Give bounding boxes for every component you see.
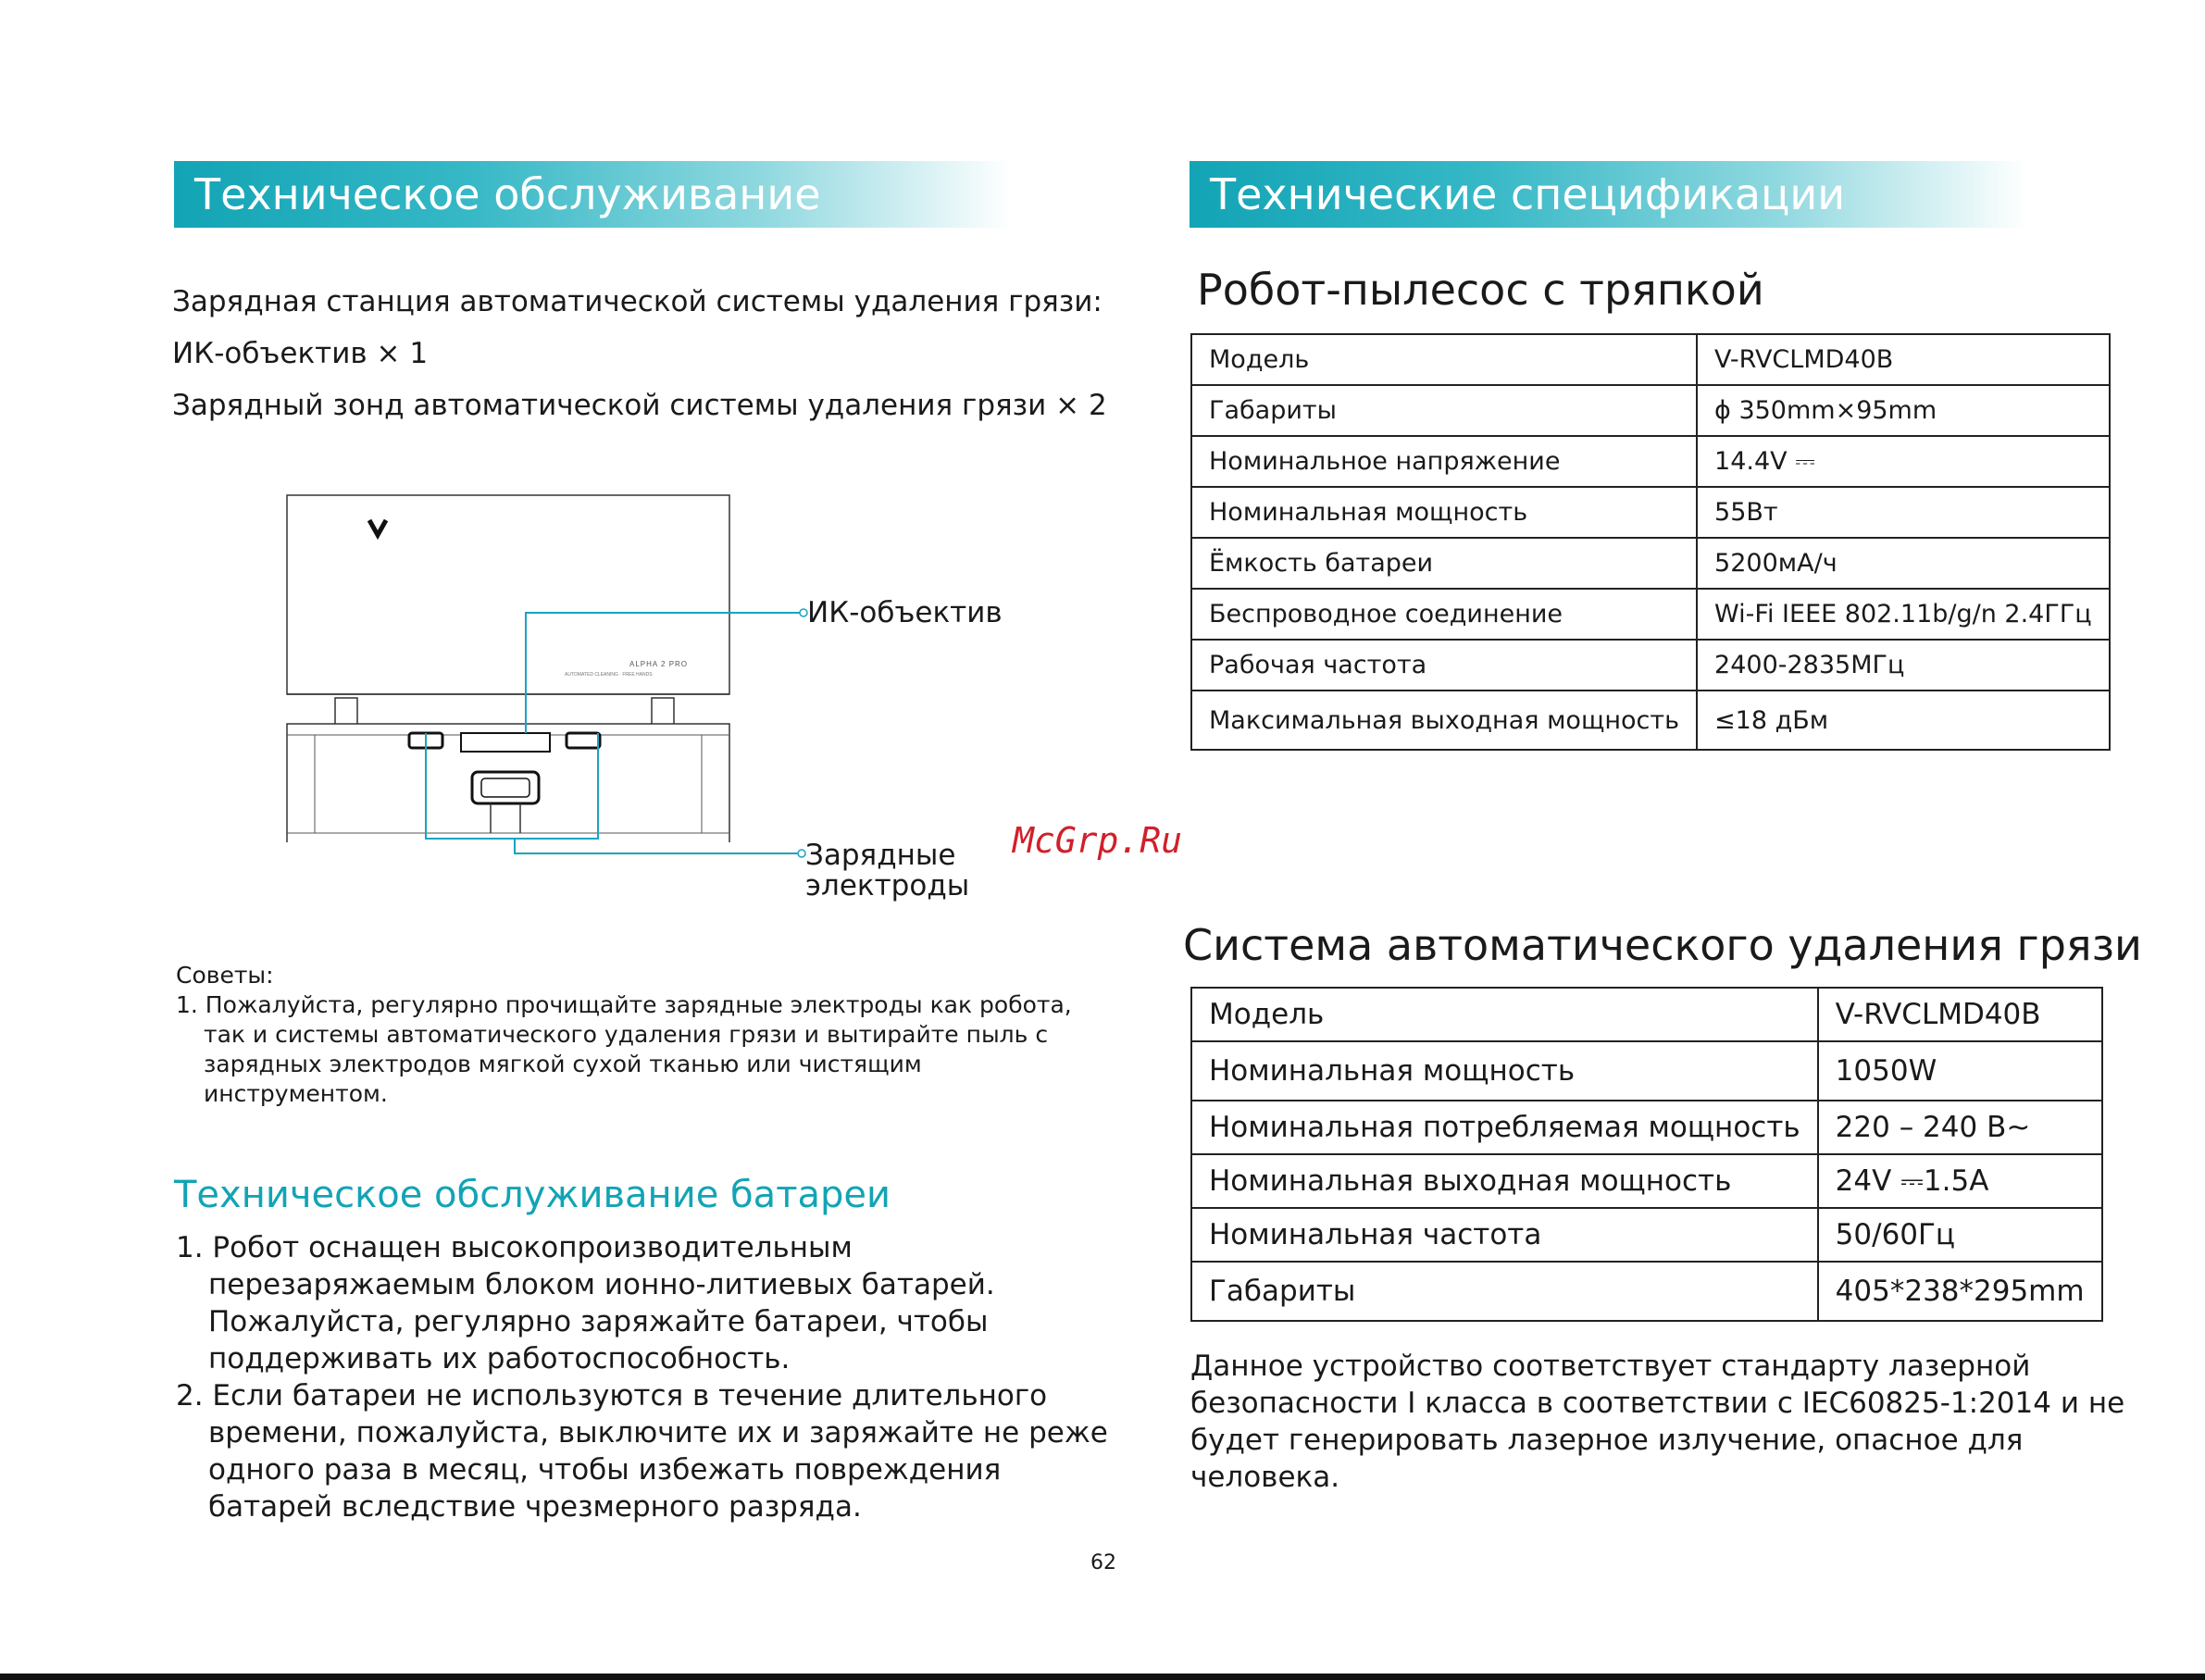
station-heading: Система автоматического удаления грязи — [1183, 920, 2142, 970]
spec-label: Модель — [1191, 988, 1818, 1041]
spec-value: ϕ 350mm×95mm — [1697, 385, 2110, 436]
battery-line: поддерживать их работоспособность. — [208, 1342, 791, 1375]
spec-label: Номинальная мощность — [1191, 1041, 1818, 1101]
spec-value: 1050W — [1818, 1041, 2102, 1101]
battery-line: Пожалуйста, регулярно заряжайте батареи, чтобы — [208, 1305, 989, 1338]
table-row — [1191, 1154, 2102, 1208]
spec-value: 55Вт — [1697, 487, 2110, 538]
table-row — [1191, 1208, 2102, 1262]
spec-label: Номинальная потребляемая мощность — [1191, 1101, 1818, 1154]
table-row — [1191, 1101, 2102, 1154]
spec-label: Рабочая частота — [1191, 640, 1697, 691]
tips-line: зарядных электродов мягкой сухой тканью или чистящим — [204, 1051, 922, 1077]
spec-value: V-RVCLMD40B — [1697, 334, 2110, 385]
bottom-edge — [0, 1674, 2205, 1680]
spec-value: Wi-Fi IEEE 802.11b/g/n 2.4ГГц — [1697, 589, 2110, 640]
battery-line: 1. Робот оснащен высокопроизводительным — [176, 1231, 853, 1264]
laser-note-line: человека. — [1190, 1461, 1340, 1494]
spec-label: Номинальная выходная мощность — [1191, 1154, 1818, 1208]
label-electrodes: электроды — [805, 869, 970, 902]
table-row — [1191, 1262, 2102, 1321]
spec-label: Модель — [1191, 334, 1697, 385]
table-row — [1191, 385, 2110, 436]
table-row — [1191, 1041, 2102, 1101]
tips-line: инструментом. — [204, 1080, 388, 1107]
station-spec-table — [1190, 987, 2103, 1322]
battery-line: времени, пожалуйста, выключите их и заряжайте не реже — [208, 1416, 1108, 1450]
label-ir-lens: ИК-объектив — [807, 596, 1003, 629]
section-banner-maintenance: Техническое обслуживание — [174, 161, 1012, 228]
table-row — [1191, 538, 2110, 589]
intro-line: ИК-объектив × 1 — [172, 337, 429, 370]
spec-value: 5200мА/ч — [1697, 538, 2110, 589]
station-product-name: ALPHA 2 PRO — [629, 660, 689, 668]
tips-line: так и системы автоматического удаления грязи и вытирайте пыль с — [204, 1021, 1049, 1048]
spec-value: 24V ⎓1.5A — [1818, 1154, 2102, 1208]
spec-label: Габариты — [1191, 1262, 1818, 1321]
spec-value: 2400-2835МГц — [1697, 640, 2110, 691]
tips-title: Советы: — [176, 962, 274, 989]
spec-value: 220 – 240 В~ — [1818, 1101, 2102, 1154]
battery-heading: Техническое обслуживание батареи — [174, 1174, 891, 1216]
spec-value: ≤18 дБм — [1697, 691, 2110, 750]
laser-note-line: будет генерировать лазерное излучение, опасное для — [1190, 1424, 2024, 1457]
spec-label: Максимальная выходная мощность — [1191, 691, 1697, 750]
intro-line: Зарядный зонд автоматической системы удаления грязи × 2 — [172, 389, 1107, 422]
watermark: McGrp.Ru — [1013, 820, 1183, 861]
spec-value: V-RVCLMD40B — [1818, 988, 2102, 1041]
station-product-tagline: AUTOMATED CLEANING · FREE HANDS — [565, 672, 653, 678]
table-row — [1191, 691, 2110, 750]
spec-label: Номинальная мощность — [1191, 487, 1697, 538]
robot-spec-table — [1190, 333, 2111, 751]
laser-note-line: безопасности I класса в соответствии с IEC60825-1:2014 и не — [1190, 1387, 2125, 1420]
table-row — [1191, 436, 2110, 487]
table-row — [1191, 640, 2110, 691]
spec-label: Беспроводное соединение — [1191, 589, 1697, 640]
table-row — [1191, 334, 2110, 385]
table-row — [1191, 988, 2102, 1041]
label-electrodes: Зарядные — [805, 839, 956, 872]
callout-lines — [407, 592, 815, 870]
robot-heading: Робот-пылесос с тряпкой — [1197, 265, 1764, 315]
tips-line: 1. Пожалуйста, регулярно прочищайте зарядные электроды как робота, — [176, 991, 1072, 1018]
spec-label: Номинальная частота — [1191, 1208, 1818, 1262]
battery-line: 2. Если батареи не используются в течение длительного — [176, 1379, 1048, 1412]
battery-line: одного раза в месяц, чтобы избежать повреждения — [208, 1453, 1002, 1487]
spec-value: 14.4V ⎓ — [1697, 436, 2110, 487]
spec-value: 50/60Гц — [1818, 1208, 2102, 1262]
battery-line: перезаряжаемым блоком ионно-литиевых батарей. — [208, 1268, 995, 1301]
battery-line: батарей вследствие чрезмерного разряда. — [208, 1490, 862, 1524]
section-banner-specs: Технические спецификации — [1190, 161, 2027, 228]
spec-value: 405*238*295mm — [1818, 1262, 2102, 1321]
table-row — [1191, 589, 2110, 640]
intro-line: Зарядная станция автоматической системы удаления грязи: — [172, 285, 1102, 318]
page-number: 62 — [1090, 1551, 1116, 1574]
spec-label: Номинальное напряжение — [1191, 436, 1697, 487]
spec-label: Габариты — [1191, 385, 1697, 436]
table-row — [1191, 487, 2110, 538]
laser-note-line: Данное устройство соответствует стандарту лазерной — [1190, 1350, 2031, 1383]
spec-label: Ёмкость батареи — [1191, 538, 1697, 589]
